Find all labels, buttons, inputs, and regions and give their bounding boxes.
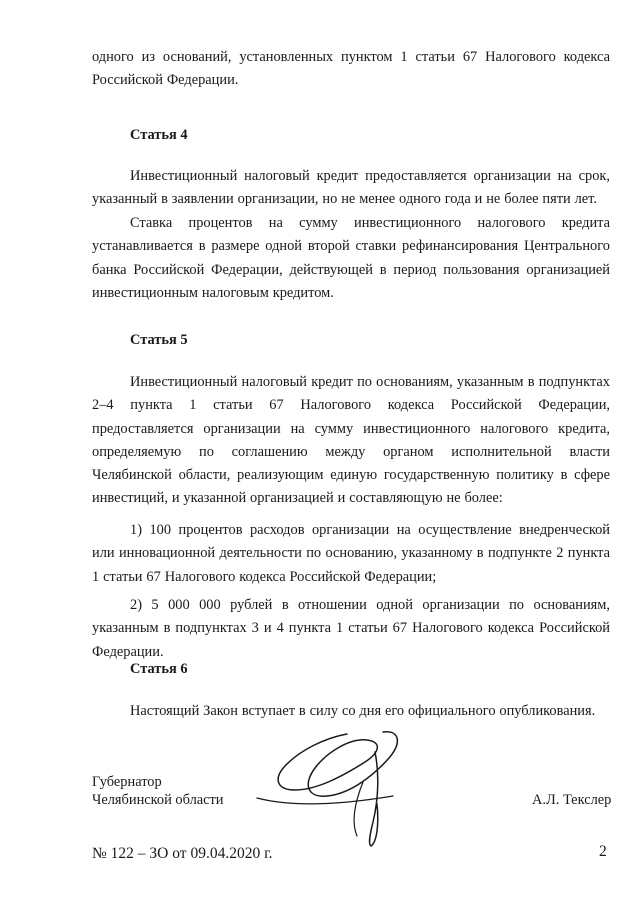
article-6-paragraph-1: Настоящий Закон вступает в силу со дня его официального опубликования. [130, 703, 596, 719]
article-4-paragraph-2: Ставка процентов на сумму инвестиционного налогового кредита устанавливается в размере одной второй ставки рефинансирования Центрального банка Российской Федерации, действующей в период пользования организацией инвестиционным налоговым кредитом. [92, 215, 610, 301]
signatory-name: А.Л. Текслер [532, 792, 612, 808]
article-5-item-2: 2) 5 000 000 рублей в отношении одной организации по основаниям, указанным в подпунктах 3 и 4 пункта 1 статьи 67 Налогового кодекса Российской Федерации. [92, 597, 610, 660]
intro-paragraph: одного из оснований, установленных пунктом 1 статьи 67 Налогового кодекса Российской Федерации. [92, 49, 610, 89]
article-5-paragraph-1: Инвестиционный налоговый кредит по основаниям, указанным в подпунктах 2–4 пункта 1 статьи 67 Налогового кодекса Российской Федерации, предоставляется организации на сумму инвестиционного налогового кредита, определяемую по соглашению между органом исполнительной власти Челябинской области, реализующим единую государственную политику в сфере инвестиций, и указанной организацией и составляющую не более: [92, 374, 610, 507]
article-6-heading: Статья 6 [130, 661, 188, 677]
article-5-heading: Статья 5 [130, 332, 188, 348]
page-number: 2 [599, 843, 607, 860]
signatory-title-line-2: Челябинской области [92, 792, 224, 808]
handwritten-signature [255, 712, 425, 852]
article-4-heading: Статья 4 [130, 127, 188, 143]
law-number: № 122 – ЗО от 09.04.2020 г. [92, 845, 273, 862]
article-4-paragraph-1: Инвестиционный налоговый кредит предоставляется организации на срок, указанный в заявлении организации, но не менее одного года и не более пяти лет. [92, 168, 610, 208]
article-5-item-1: 1) 100 процентов расходов организации на осуществление внедренческой или инновационной деятельности по основанию, указанному в подпункте 2 пункта 1 статьи 67 Налогового кодекса Российской Федерации; [92, 522, 610, 585]
signatory-title-line-1: Губернатор [92, 774, 162, 790]
